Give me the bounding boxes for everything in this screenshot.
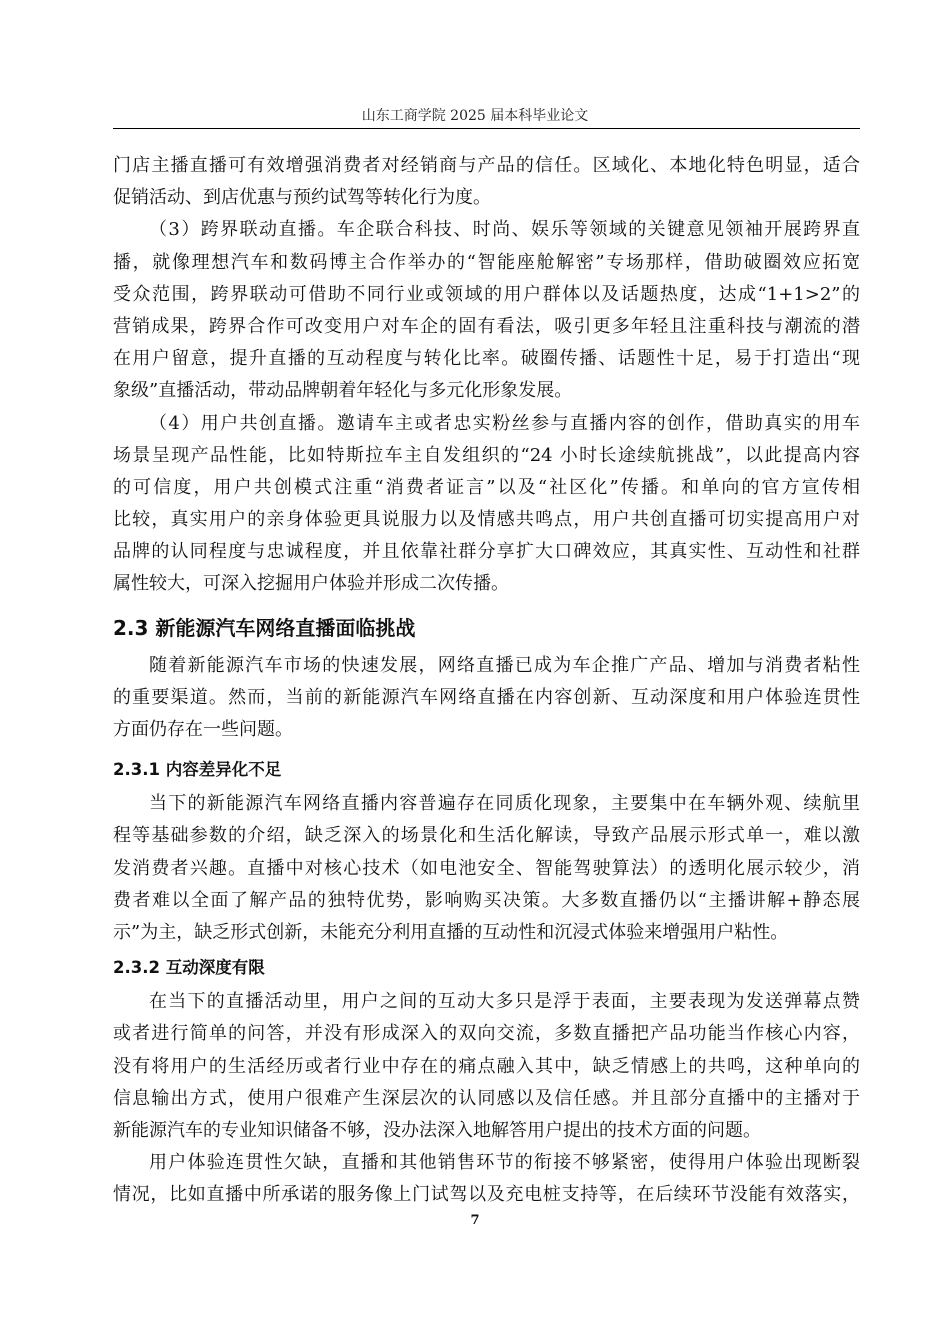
text-line: 品牌的认同程度与忠诚程度，并且依靠社群分享扩大口碑效应，其真实性、互动性和社群 <box>113 541 860 563</box>
text-line: 信息输出方式，使用户很难产生深层次的认同感以及信任感。并且部分直播中的主播对于 <box>113 1087 860 1109</box>
text-line: 促销活动、到店优惠与预约试驾等转化行为度。 <box>113 187 491 209</box>
header-rule <box>113 128 860 129</box>
text-line: 营销成果，跨界合作可改变用户对车企的固有看法，吸引更多年轻且注重科技与潮流的潜 <box>113 315 860 337</box>
paragraph <box>113 788 860 949</box>
text-line: 方面仍存在一些问题。 <box>113 719 293 740</box>
text-line: 随着新能源汽车市场的快速发展，网络直播已成为车企推广产品、增加与消费者粘性 <box>149 654 860 676</box>
running-header: 山东工商学院 2025 届本科毕业论文 <box>361 108 589 124</box>
text-line: 在用户留意，提升直播的互动程度与转化比率。破圈传播、话题性十足，易于打造出“现 <box>113 348 860 370</box>
text-line: 费者难以全面了解产品的独特优势，影响购买决策。大多数直播仍以“主播讲解+静态展 <box>113 889 860 911</box>
subsection-heading: 2.3.2 互动深度有限 <box>113 958 265 978</box>
text-line: 属性较大，可深入挖掘用户体验并形成二次传播。 <box>113 573 509 595</box>
page-number: 7 <box>470 1213 480 1228</box>
paragraph <box>113 150 860 214</box>
text-line: 的重要渠道。然而，当前的新能源汽车网络直播在内容创新、互动深度和用户体验连贯性 <box>113 686 860 708</box>
page-body <box>113 150 860 1211</box>
paragraph <box>113 650 860 747</box>
text-line: 象级”直播活动，带动品牌朝着年轻化与多元化形象发展。 <box>113 380 573 402</box>
paragraph <box>113 1147 860 1211</box>
text-line: 或者进行简单的问答，并没有形成深入的双向交流，多数直播把产品功能当作核心内容， <box>113 1023 860 1045</box>
text-line: 门店主播直播可有效增强消费者对经销商与产品的信任。区域化、本地化特色明显，适合 <box>113 155 860 176</box>
text-line: 情况，比如直播中所承诺的服务像上门试驾以及充电桩支持等，在后续环节没能有效落实， <box>113 1184 860 1206</box>
text-line: 没有将用户的生活经历或者行业中存在的痛点融入其中，缺乏情感上的共鸣，这种单向的 <box>113 1055 860 1077</box>
paragraph <box>113 214 860 407</box>
paragraph <box>113 986 860 1147</box>
text-line: （4）用户共创直播。邀请车主或者忠实粉丝参与直播内容的创作，借助真实的用车 <box>149 412 860 434</box>
text-line: 场景呈现产品性能，比如特斯拉车主自发组织的“24 小时长途续航挑战”，以此提高内容 <box>113 444 860 466</box>
subsection-heading: 2.3.1 内容差异化不足 <box>113 760 282 780</box>
section-heading: 2.3 新能源汽车网络直播面临挑战 <box>113 615 416 640</box>
text-line: 示”为主，缺乏形式创新，未能充分利用直播的互动性和沉浸式体验来增强用户粘性。 <box>113 921 789 943</box>
text-line: 当下的新能源汽车网络直播内容普遍存在同质化现象，主要集中在车辆外观、续航里 <box>149 793 860 815</box>
text-line: 在当下的直播活动里，用户之间的互动大多只是浮于表面，主要表现为发送弹幕点赞 <box>149 991 860 1013</box>
text-line: 新能源汽车的专业知识储备不够，没办法深入地解答用户提出的技术方面的问题。 <box>113 1119 761 1141</box>
text-line: 播，就像理想汽车和数码博主合作举办的“智能座舱解密”专场那样，借助破圈效应拓宽 <box>113 251 860 273</box>
text-line: 发消费者兴趣。直播中对核心技术（如电池安全、智能驾驶算法）的透明化展示较少，消 <box>113 857 860 879</box>
text-line: 的可信度，用户共创模式注重“消费者证言”以及“社区化”传播。和单向的官方宣传相 <box>113 476 860 498</box>
text-line: （3）跨界联动直播。车企联合科技、时尚、娱乐等领域的关键意见领袖开展跨界直 <box>149 219 860 241</box>
text-line: 用户体验连贯性欠缺，直播和其他销售环节的衔接不够紧密，使得用户体验出现断裂 <box>149 1152 860 1174</box>
paragraph <box>113 408 860 601</box>
text-line: 受众范围，跨界联动可借助不同行业或领域的用户群体以及话题热度，达成“1+1>2”的 <box>113 283 860 305</box>
text-line: 比较，真实用户的亲身体验更具说服力以及情感共鸣点，用户共创直播可切实提高用户对 <box>113 509 860 531</box>
text-line: 程等基础参数的介绍，缺乏深入的场景化和生活化解读，导致产品展示形式单一，难以激 <box>113 825 860 847</box>
